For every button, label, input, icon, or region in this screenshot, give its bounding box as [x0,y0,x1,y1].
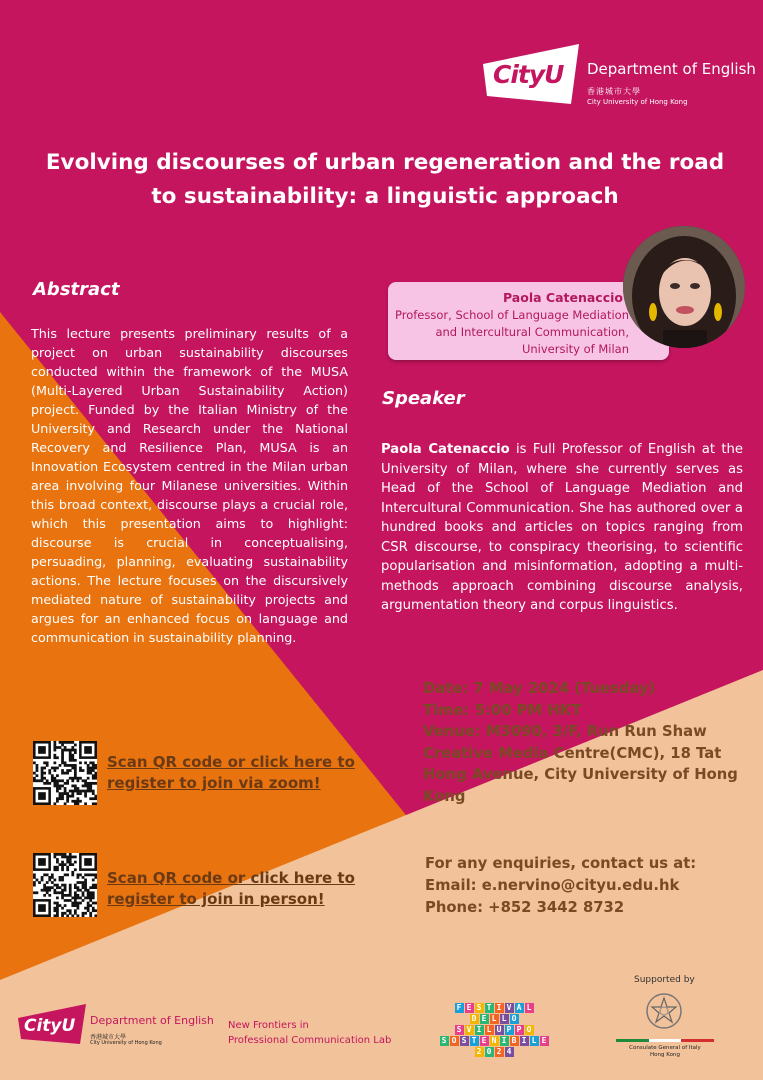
footer-university-chinese: 香港城市大學 [90,1034,127,1041]
qr-code-zoom[interactable] [33,741,97,805]
festival-letter: D [470,1014,479,1024]
festival-letter: S [460,1036,469,1046]
italian-flag-line [616,1039,714,1042]
festival-letter: S [475,1003,484,1013]
festival-letter: 2 [495,1047,504,1057]
festival-letter: T [485,1003,494,1013]
festival-letter: E [540,1036,549,1046]
festival-letter: U [495,1025,504,1035]
contact-phone[interactable]: Phone: +852 3442 8732 [425,899,625,916]
festival-letter: V [465,1025,474,1035]
speaker-role: Professor, School of Language Mediation and Intercultural Communication, University of Milan [395,308,629,356]
contact-email[interactable]: Email: e.nervino@cityu.edu.hk [425,877,680,894]
festival-letter: 0 [485,1047,494,1057]
event-details [423,678,743,807]
footer-cityu-logo [18,1004,218,1048]
event-date: Date: 7 May 2024 (Tuesday) [423,680,656,697]
festival-letter: S [455,1025,464,1035]
festival-letter: L [525,1003,534,1013]
speaker-portrait-icon [623,226,745,348]
festival-row [437,1036,551,1046]
speaker-bio-name: Paola Catenaccio [381,442,510,457]
festival-letter: P [505,1025,514,1035]
qr-code-icon [33,741,97,805]
logo-text: CityU [493,60,564,89]
festival-row [437,1047,551,1057]
festival-letter: 2 [475,1047,484,1057]
footer-department-name: Department of English [90,1014,214,1027]
speaker-bio [381,440,743,616]
festival-row [437,1025,551,1035]
speaker-photo [623,226,745,348]
festival-row [437,1014,551,1024]
abstract-text: This lecture presents preliminary results of a project on urban sustainability discourses conducted within the framework of the MUSA (Multi-Layered Urban Sustainability Action) project. Funded by the Italian Ministry of the University and Research under the National Recovery and Resilience Plan, MUSA is an Innovation Ecosystem centred in the Milan urban area involving four Milanese universities. Within this broad context, discourse plays a crucial role, which this presentation aims to highlight: discourse is crucial in conceptualising, persuading, planning, evaluating sustainability actions. The lecture focuses on the discursively mediated nature of sustainability projects and argues for an enhanced focus on language and communication in sustainability planning. [31,326,348,645]
consulate-name [612,1045,718,1059]
speaker-heading: Speaker [382,388,465,409]
festival-letter: E [480,1014,489,1024]
supported-by-label: Supported by [634,975,695,985]
festival-letter: E [465,1003,474,1013]
festival-letter: I [495,1003,504,1013]
lab-name [228,1018,391,1048]
register-zoom-link[interactable]: Scan QR code or click here to register to join via zoom! [107,753,355,792]
festival-letter: F [455,1003,464,1013]
university-name-english: City University of Hong Kong [587,98,688,106]
contact-info [425,853,745,919]
lab-name-line-2: Professional Communication Lab [228,1035,392,1046]
register-in-person-link[interactable]: Scan QR code or click here to register to join in person! [107,869,355,908]
festival-letter: I [500,1036,509,1046]
footer-logo-text: CityU [24,1016,76,1036]
festival-letter: L [485,1025,494,1035]
abstract-heading: Abstract [33,279,120,300]
festival-letter: L [530,1036,539,1046]
speaker-bio-text: is Full Professor of English at the University of Milan, where she currently serves as Head of the School of Language Mediation and Intercultural Communication. She has authored over a hundred books and articles on topics ranging from CSR discourse, to conspiracy theorising, to scientific popularisation and misinformation, adopting a multi-methods approach combining discourse analysis, argumentation theory and corpus linguistics. [381,442,744,613]
festival-letter: O [510,1014,519,1024]
event-time: Time: 5:00 PM HKT [423,701,582,719]
festival-letter: 4 [505,1047,514,1057]
festival-letter: O [450,1036,459,1046]
festival-letter: P [515,1025,524,1035]
festival-letter: O [525,1025,534,1035]
festival-letter: N [490,1036,499,1046]
festival-letter: L [490,1014,499,1024]
consulate-line-2: Hong Kong [650,1052,680,1058]
festival-logo [437,1003,551,1058]
festival-letter: V [505,1003,514,1013]
speaker-name: Paola Catenaccio [502,290,623,305]
contact-intro: For any enquiries, contact us at: [425,855,697,872]
italian-emblem-icon [645,992,683,1030]
festival-row [437,1003,551,1013]
qr-code-in-person[interactable] [33,853,97,917]
consulate-line-1: Consulate General of Italy [629,1045,701,1051]
lab-name-line-1: New Frontiers in [228,1020,309,1031]
qr-code-icon [33,853,97,917]
festival-letter: T [470,1036,479,1046]
department-name: Department of English [587,60,756,78]
festival-letter: A [515,1003,524,1013]
festival-letter: I [475,1025,484,1035]
festival-letter: S [440,1036,449,1046]
festival-letter: I [520,1036,529,1046]
festival-letter: E [480,1036,489,1046]
cityu-logo [483,44,756,114]
festival-letter: B [510,1036,519,1046]
festival-letter: L [500,1014,509,1024]
university-name-chinese: 香港城市大學 [587,87,641,96]
footer-university-english: City University of Hong Kong [90,1040,162,1046]
event-venue: Venue: M3090, 3/F, Run Run Shaw Creative Media Centre(CMC), 18 Tat Hong Avenue, City University of Hong Kong [423,723,738,805]
lecture-title: Evolving discourses of urban regeneration and the road to sustainability: a linguistic approach [45,150,725,209]
